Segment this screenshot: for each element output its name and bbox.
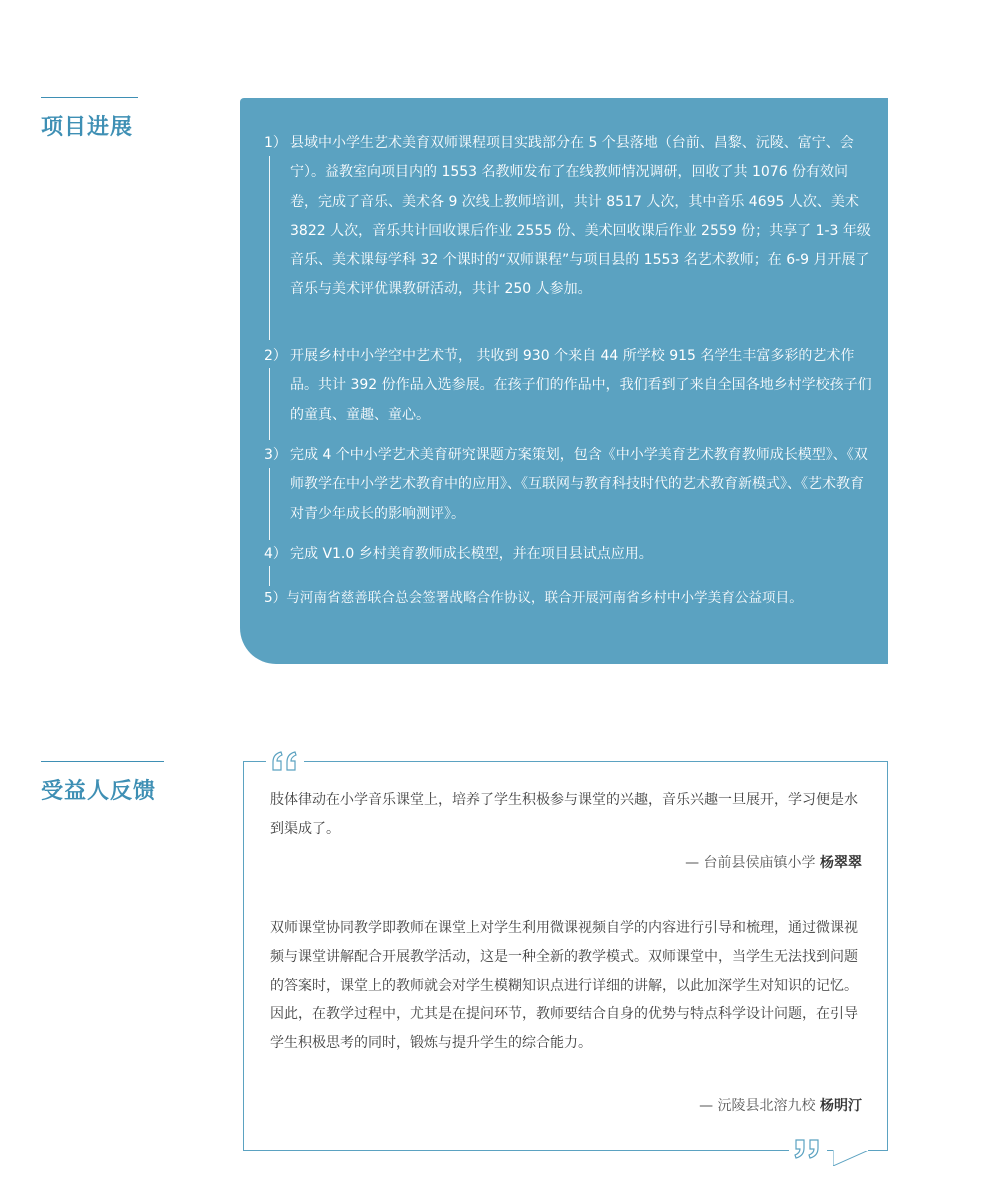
feedback-source-1 <box>685 852 862 872</box>
progress-item-4 <box>264 540 874 569</box>
progress-item-3 <box>264 441 874 529</box>
speech-bubble-tail <box>833 1150 869 1166</box>
feedback-source-org: — 沅陵县北溶九校 <box>699 1098 816 1114</box>
progress-item-number: 5） <box>264 590 287 606</box>
progress-item-text: 县域中小学生艺术美育双师课程项目实践部分在 5 个县落地（台前、昌黎、沅陵、富宁、会宁）。益教室向项目内的 1553 名教师发布了在线教师情况调研，回收了共 1076 份有效问卷，完成了音乐、美术各 9 次线上教师培训，共计 8517 人次，其中音乐 4695 人次、美术 3822 人次，音乐共计回收课后作业 2555 份、美术回收课后作业 2559 份；共享了 1-3 年级音乐、美术课每学科 32 个课时的“双师课程”与项目县的 1553 名艺术教师；在 6-9 月开展了音乐与美术评优课教研活动，共计 250 人参加。 <box>290 135 871 298</box>
open-quote-icon <box>266 750 304 776</box>
progress-item-text: 完成 V1.0 乡村美育教师成长模型，并在项目县试点应用。 <box>290 546 653 562</box>
feedback-source-name: 杨翠翠 <box>820 855 862 871</box>
feedback-quote-2: 双师课堂协同教学即教师在课堂上对学生利用微课视频自学的内容进行引导和梳理，通过微课视频与课堂讲解配合开展教学活动，这是一种全新的教学模式。双师课堂中，当学生无法找到问题的答案时，课堂上的教师就会对学生模糊知识点进行详细的讲解，以此加深学生对知识的记忆。因此，在教学过程中，尤其是在提问环节，教师要结合自身的优势与特点科学设计问题，在引导学生积极思考的同时，锻炼与提升学生的综合能力。 <box>270 920 858 1052</box>
progress-divider-line <box>269 368 270 440</box>
progress-item-number: 1） <box>264 135 287 151</box>
progress-divider-line <box>269 156 270 340</box>
feedback-quote-1: 肢体律动在小学音乐课堂上，培养了学生积极参与课堂的兴趣，音乐兴趣一旦展开，学习便是水到渠成了。 <box>270 792 858 837</box>
progress-divider-line <box>269 468 270 540</box>
feedback-source-org: — 台前县侯庙镇小学 <box>685 855 816 871</box>
progress-section-title: 项目进展 <box>41 115 134 140</box>
feedback-source-2 <box>699 1095 862 1115</box>
feedback-source-name: 杨明汀 <box>820 1098 862 1114</box>
feedback-section-title: 受益人反馈 <box>41 779 157 804</box>
progress-item-text: 完成 4 个中小学艺术美育研究课题方案策划，包含《中小学美育艺术教育教师成长模型》、《双师教学在中小学艺术教育中的应用》、《互联网与教育科技时代的艺术教育新模式》、《艺术教育对青少年成长的影响测评》。 <box>290 447 868 522</box>
progress-title-rule <box>41 97 138 98</box>
progress-item-text: 开展乡村中小学空中艺术节， 共收到 930 个来自 44 所学校 915 名学生丰富多彩的艺术作品。共计 392 份作品入选参展。在孩子们的作品中，我们看到了来自全国各地乡村学校孩子们的童真、童趣、童心。 <box>290 348 872 423</box>
progress-item-number: 2） <box>264 348 287 364</box>
progress-divider-line <box>269 566 270 586</box>
close-quote-icon <box>789 1138 827 1164</box>
feedback-title-rule <box>41 761 164 762</box>
progress-item-2 <box>264 342 874 430</box>
progress-item-1 <box>264 129 874 305</box>
progress-item-text: 与河南省慈善联合总会签署战略合作协议，联合开展河南省乡村中小学美育公益项目。 <box>286 590 803 606</box>
progress-item-number: 4） <box>264 546 287 562</box>
progress-item-number: 3） <box>264 447 287 463</box>
progress-item-5 <box>264 584 876 613</box>
progress-panel <box>240 98 888 664</box>
